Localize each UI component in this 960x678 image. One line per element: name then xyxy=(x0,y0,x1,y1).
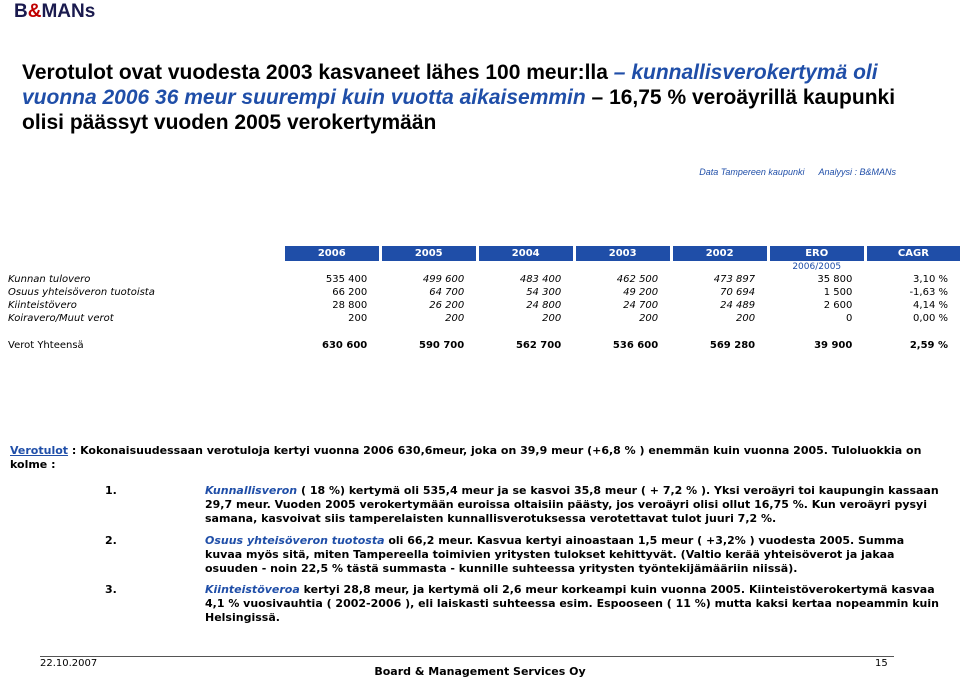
total-row xyxy=(8,339,960,352)
title-part-1: Verotulot ovat vuodesta 2003 kasvaneet lähes 100 meur:lla xyxy=(22,61,608,84)
table-cell: 54 300 xyxy=(526,287,562,298)
row-label: Kiinteistövero xyxy=(8,300,77,311)
table-cell: 35 800 xyxy=(817,274,853,285)
table-row xyxy=(8,273,960,286)
table-subheader-row xyxy=(8,261,960,273)
table-cell: 562 700 xyxy=(515,340,562,351)
table-cell: 630 600 xyxy=(322,340,368,351)
title-highlight: kunnallisverokertymä oli vuonna 2006 36 meur suurempi kuin vuotta aikaisemmin xyxy=(22,61,878,109)
table-cell: 590 700 xyxy=(418,340,465,351)
logo: B&MANs xyxy=(14,1,96,22)
table-cell: 569 280 xyxy=(709,340,756,351)
total-label: Verot Yhteensä xyxy=(8,340,84,351)
table-cell: 64 700 xyxy=(429,287,465,298)
table-row xyxy=(8,299,960,312)
intro-text: : Kokonaisuudessaan verotuloja kertyi vuonna 2006 630,6meur, joka on 39,9 meur (+6,8 % ) enemmän kuin vuonna 2005. Tuloluokkia on kolme : xyxy=(10,444,922,471)
table-cell: 535 400 xyxy=(325,274,368,285)
table-cell: 499 600 xyxy=(422,274,465,285)
table-cell: 28 800 xyxy=(332,300,368,311)
page-title xyxy=(22,60,937,135)
header-ero: ERO xyxy=(768,246,865,261)
item-number: 2. xyxy=(105,534,117,547)
item-keyword: Osuus yhteisöveron tuotosta xyxy=(205,534,385,547)
table-cell: 462 500 xyxy=(616,274,659,285)
table-cell: 483 400 xyxy=(519,274,562,285)
footer-divider xyxy=(40,656,894,657)
table-cell: 0,00 % xyxy=(913,313,948,324)
table-row xyxy=(8,312,960,325)
row-label: Osuus yhteisöveron tuotoista xyxy=(8,287,155,298)
row-label: Kunnan tulovero xyxy=(8,274,91,285)
table-cell: 4,14 % xyxy=(913,300,948,311)
footer-company: Board & Management Services Oy xyxy=(374,665,586,678)
table-cell: 39 900 xyxy=(814,340,853,351)
table-cell: 200 xyxy=(736,313,756,324)
table-cell: 473 897 xyxy=(713,274,756,285)
page-number: 15 xyxy=(875,658,888,669)
commentary xyxy=(10,444,940,624)
table-cell: 1 500 xyxy=(823,287,853,298)
ero-subheader: 2006/2005 xyxy=(792,262,842,272)
tax-revenue-table xyxy=(8,246,960,352)
table-cell: 66 200 xyxy=(332,287,368,298)
item-text: ( 18 %) kertymä oli 535,4 meur ja se kasvoi 35,8 meur ( + 7,2 % ). Yksi veroäyri toi kaupungin kassaan 29,7 meur. Vuoden 2005 verokertymään euroissa oltaisiin päästy, jos veroäyri olisi ollut 16,75 %. Kun veroäyri pysyi samana, kasvoivat siis tamperelaisten kunnallisverotuksessa verotettavat tulot juuri 7,2 %. xyxy=(205,484,939,525)
header-2005: 2005 xyxy=(380,246,477,261)
title-part-2: 16,75 % veroäyrillä kaupunki olisi päässyt vuoden 2005 verokertymään xyxy=(22,86,896,134)
table-cell: 200 xyxy=(445,313,465,324)
header-2002: 2002 xyxy=(671,246,768,261)
header-2003: 2003 xyxy=(574,246,671,261)
table-cell: 70 694 xyxy=(720,287,756,298)
table-cell: -1,63 % xyxy=(909,287,948,298)
table-cell: 49 200 xyxy=(623,287,659,298)
table-row xyxy=(8,286,960,299)
title-dash-1: – xyxy=(607,61,632,84)
item-text: kertyi 28,8 meur, ja kertymä oli 2,6 meur korkeampi kuin vuonna 2005. Kiinteistöverokertymä kasvaa 4,1 % vuosivauhtia ( 2002-2006 ), eli laiskasti suhteessa esim. Espooseen ( 11 %) mutta kaksi kertaa nopeammin kuin Helsingissä. xyxy=(205,583,939,624)
row-label: Koiravero/Muut verot xyxy=(8,313,114,324)
intro-label: Verotulot xyxy=(10,444,69,457)
table-cell: 200 xyxy=(639,313,659,324)
table-cell: 24 700 xyxy=(623,300,659,311)
table-cell: 26 200 xyxy=(429,300,465,311)
table-cell: 200 xyxy=(542,313,562,324)
analysis-source: Analyysi : B&MANs xyxy=(818,167,896,177)
item-keyword: Kiinteistöveroa xyxy=(205,583,300,596)
data-source: Data Tampereen kaupunki xyxy=(699,167,805,177)
table-cell: 2 600 xyxy=(823,300,853,311)
table-cell: 24 800 xyxy=(526,300,562,311)
item-text: oli 66,2 meur. Kasvua kertyi ainoastaan 1,5 meur ( +3,2% ) vuodesta 2005. Summa kuvaa myös sitä, miten Tampereella toimivien yritysten tulokset kehittyvät. (Valtio kerää yhteisöverot ja jakaa osuuden - noin 22,5 % tästä summasta - kunnille suhteessa yritysten työntekijämääriin niissä). xyxy=(205,534,905,575)
table-cell: 536 600 xyxy=(612,340,659,351)
header-cagr: CAGR xyxy=(865,246,960,261)
table-cell: 24 489 xyxy=(720,300,756,311)
table-header-row xyxy=(8,246,960,261)
item-number: 3. xyxy=(105,583,117,596)
footer-date: 22.10.2007 xyxy=(40,658,98,669)
table-cell: 3,10 % xyxy=(913,274,948,285)
item-keyword: Kunnallisveron xyxy=(205,484,298,497)
commentary-intro xyxy=(10,444,940,472)
table-cell: 200 xyxy=(348,313,368,324)
header-2004: 2004 xyxy=(477,246,574,261)
list-item xyxy=(105,534,955,576)
item-number: 1. xyxy=(105,484,117,497)
list-item xyxy=(105,484,955,526)
title-dash-2: – xyxy=(585,86,610,109)
source-note xyxy=(600,167,896,177)
table-cell: 2,59 % xyxy=(909,340,948,351)
table-cell: 0 xyxy=(845,313,853,324)
list-item xyxy=(105,583,955,625)
header-2006: 2006 xyxy=(283,246,380,261)
